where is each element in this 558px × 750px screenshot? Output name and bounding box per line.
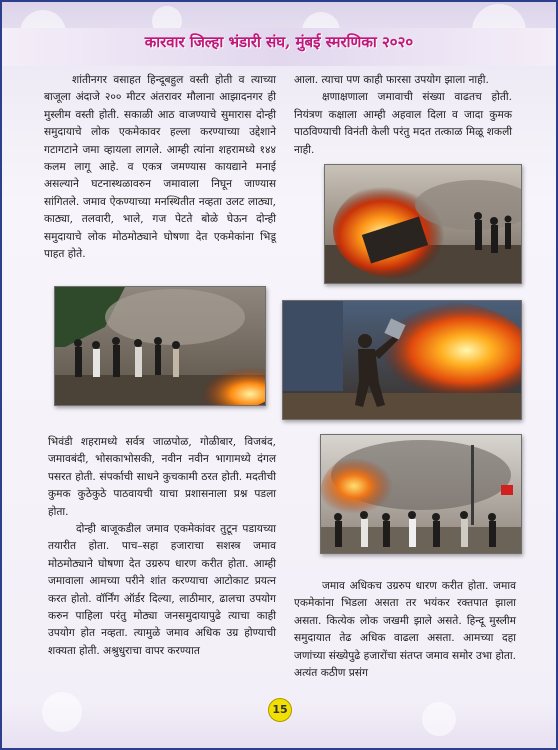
riot-photo-street-smoke [320, 434, 522, 554]
text-column-right-bottom [294, 578, 516, 682]
paragraph: जमाव अधिकच उग्ररुप धारण करीत होता. जमाव एकमेकांना भिडला असता तर भयंकर रक्तपात झाला असता. कित्येक लोक जखमी झाले असते. हिन्दू मुस्लीम समुदायात तेढ अधिक वाढला असता. आमच्या दहा जणांच्या संख्येपुढे हजारोंचा संतप्त जमाव समोर उभा होता. अत्यंत कठीण प्रसंग [294, 580, 516, 680]
paragraph: क्षणाक्षणाला जमावाची संख्या वाढतच होती. नियंत्रण कक्षाला आम्ही अहवाल दिला व जादा कुमक पाठविण्याची विनंती केली परंतु मदत तत्काळ मिळू शकली नाही. [294, 91, 512, 156]
riot-photo-burning-car [324, 164, 522, 284]
decorative-bubble [422, 702, 456, 736]
paragraph: आला. त्याचा पण काही फारसा उपयोग झाला नाही. [294, 74, 489, 86]
paragraph: दोन्ही बाजूकडील जमाव एकमेकांवर तुटून पडायच्या तयारीत होता. पाच–सहा हजाराचा सशस्त्र जमाव मोठमोठ्याने घोषणा देत उग्ररुप धारण करीत होता. आम्ही जमावाला आमच्या परीने शांत करण्याचा आटोकाट प्रयत्न करत होतो. वॉर्निंग ऑर्डर दिल्या, लाठीमार, ढालचा उपयोग करुन पाहिला परंतु मोठ्या जनसमुदायापुढे त्याचा काही उपयोग होत नव्हता. त्यामुळे जमाव अधिक उग्र होण्याची शक्यता होती. अश्रुधुराचा वापर करण्यात [48, 523, 276, 657]
text-column-right-top [294, 72, 512, 159]
text-column-left-top [44, 72, 276, 263]
paragraph: शांतीनगर वसाहत हिन्दूबहुल वस्ती होती व त्याच्या बाजूला अंदाजे २०० मीटर अंतरावर मौलाना आझादनगर ही मुस्लीम वस्ती होती. सकाळी आठ वाजण्याचे सुमारास दोन्ही समुदायाचे लोक एकमेकावर हल्ला करण्याच्या उद्देशाने गटागटाने जमा व्हायला लागले. आम्ही त्यांना शहरामध्ये १४४ कलम लागू आहे. व एकत्र जमण्यास कायद्याने मनाई असल्याने घटनास्थळावरुन जमावाला निघून जाण्यास सांगितले. जमाव ऐकण्याच्या मनस्थितीत नव्हता उलट लाठ्या, काठ्या, तलवारी, भाले, गज पेटते बोळे घेऊन दोन्ही समुदायाचे लोक मोठमोठ्याने घोषणा देत एकमेकांना भिडू पाहत होते. [44, 74, 276, 261]
paragraph: भिवंडी शहरामध्ये सर्वत्र जाळपोळ, गोळीबार, विजबंद, जमावबंदी, भोसकाभोसकी, नवीन नवीन भागामध्ये दंगल पसरत होती. संपर्काची साधने कुचकामी ठरत होती. मदतीची कुमक कुठेकुठे पाठवायची याचा प्रशासनाला प्रश्न पडला होता. [48, 436, 276, 518]
page-header-title: कारवार जिल्हा भंडारी संघ, मुंबई स्मरणिका २०२० [144, 33, 414, 51]
riot-photo-man-fire [282, 300, 522, 420]
riot-photo-crowd-fire [54, 286, 266, 406]
decorative-bubble [42, 692, 82, 732]
page-number: 15 [268, 698, 292, 722]
text-column-left-bottom [48, 434, 276, 660]
